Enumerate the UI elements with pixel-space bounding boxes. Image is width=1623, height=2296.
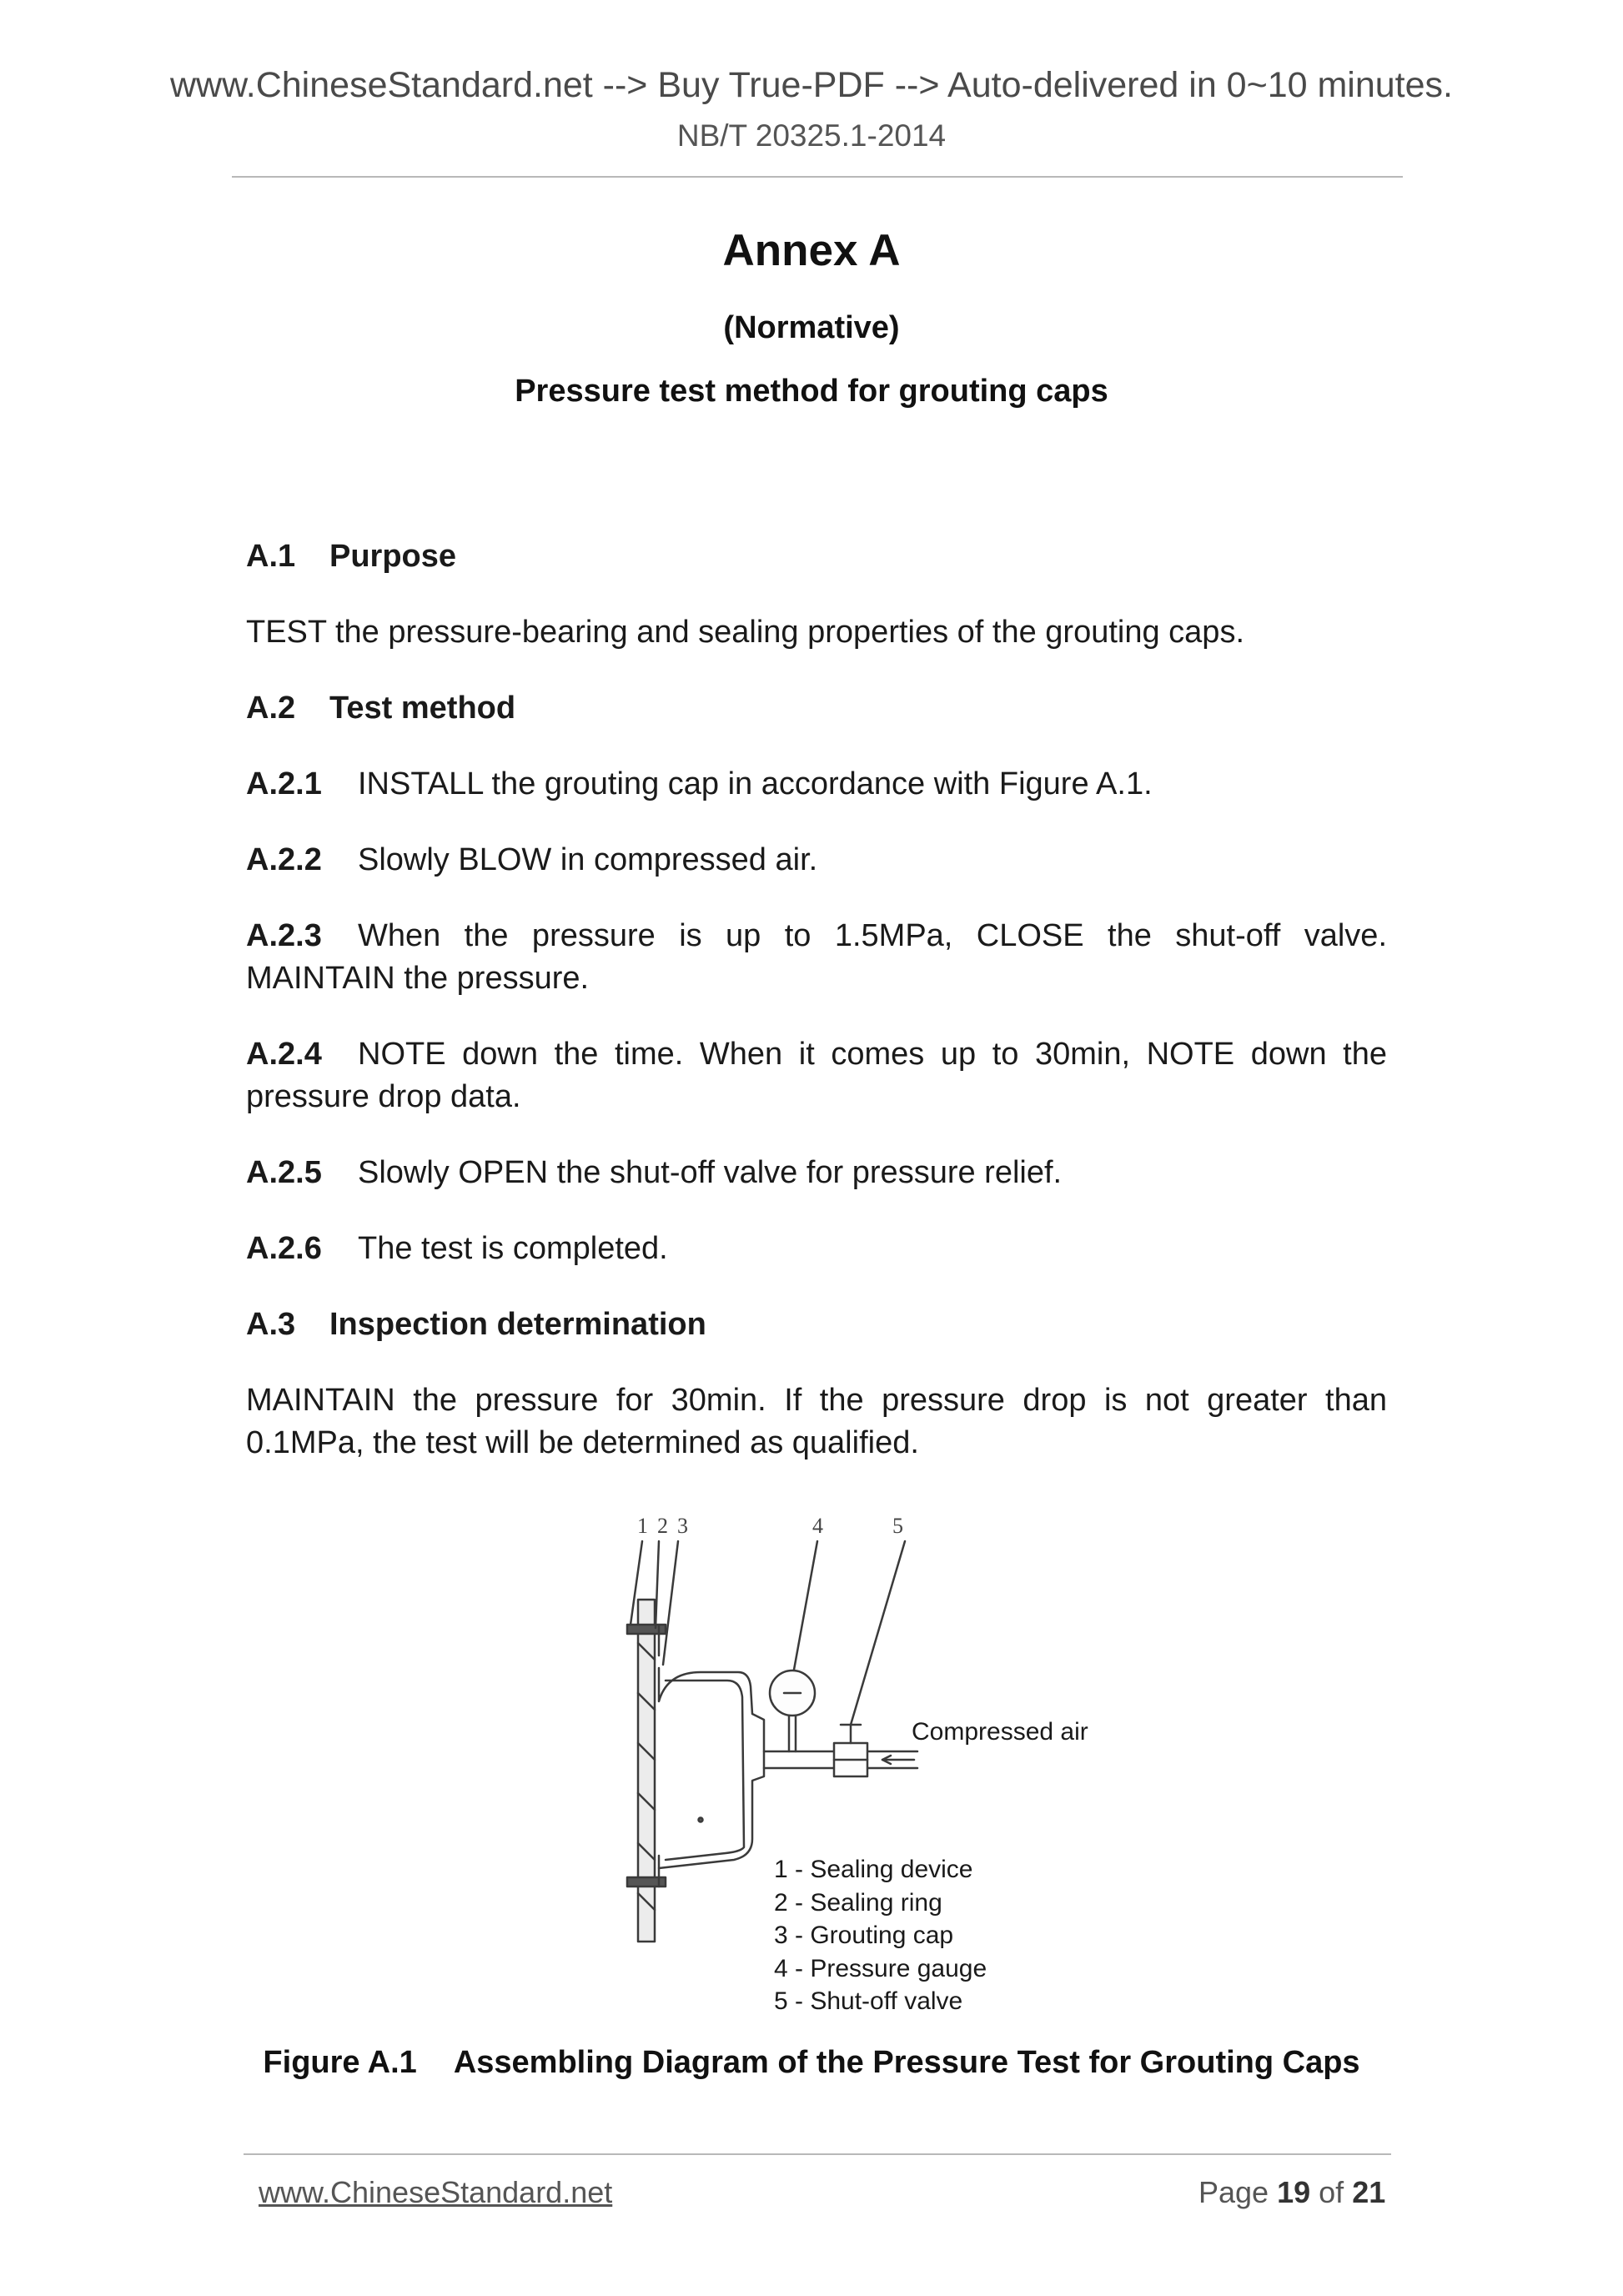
section-title: Purpose	[329, 539, 457, 574]
section-a1-text: TEST the pressure-bearing and sealing properties of the grouting caps.	[246, 615, 1244, 650]
section-number: A.2	[246, 691, 296, 726]
legend-item: 5 - Shut-off valve	[774, 1987, 963, 2015]
clause-a2-6	[246, 1228, 1387, 1270]
clause-text: NOTE down the time. When it comes up to 30min, NOTE down the pressure drop data.	[246, 1037, 1387, 1114]
clause-a2-3	[246, 915, 1387, 1000]
footer-divider	[244, 2153, 1391, 2155]
section-a3-heading	[246, 1304, 1387, 1346]
clause-a2-1	[246, 763, 1387, 806]
clause-number: A.2.1	[246, 766, 322, 801]
clause-text: Slowly OPEN the shut-off valve for pressure relief.	[358, 1155, 1063, 1190]
section-title: Inspection determination	[329, 1307, 706, 1342]
clause-number: A.2.6	[246, 1231, 322, 1266]
figure-number: Figure A.1	[263, 2045, 417, 2080]
header-banner: www.ChineseStandard.net --> Buy True-PDF --> Auto-delivered in 0~10 minutes.	[169, 65, 1453, 105]
footer-site-link[interactable]: www.ChineseStandard.net	[259, 2175, 613, 2209]
callout-4: 4	[812, 1514, 823, 1538]
clause-text: The test is completed.	[358, 1231, 668, 1266]
figure-legend	[774, 1853, 987, 2018]
figure-title: Assembling Diagram of the Pressure Test for Grouting Caps	[453, 2045, 1360, 2080]
standard-code: NB/T 20325.1-2014	[676, 118, 947, 153]
grouting-cap-inner	[666, 1681, 744, 1860]
page-current: 19	[1277, 2175, 1311, 2209]
section-a3-text: MAINTAIN the pressure for 30min. If the pressure drop is not greater than 0.1MPa, the test will be determined as qualified.	[246, 1383, 1387, 1460]
callout-1: 1	[637, 1514, 648, 1538]
clause-a2-5	[246, 1152, 1387, 1194]
callout-3: 3	[677, 1514, 688, 1538]
section-number: A.1	[246, 539, 296, 574]
legend-item: 1 - Sealing device	[774, 1856, 973, 1883]
callout-5: 5	[892, 1514, 903, 1538]
clause-number: A.2.2	[246, 842, 322, 877]
clause-number: A.2.3	[246, 918, 322, 953]
legend-item: 4 - Pressure gauge	[774, 1954, 987, 1982]
legend-item: 2 - Sealing ring	[774, 1888, 942, 1917]
annex-type: (Normative)	[723, 310, 900, 345]
annex-name: Pressure test method for grouting caps	[515, 374, 1108, 409]
section-number: A.3	[246, 1307, 296, 1342]
clause-text: When the pressure is up to 1.5MPa, CLOSE the shut-off valve. MAINTAIN the pressure.	[246, 918, 1387, 996]
clause-number: A.2.4	[246, 1037, 322, 1072]
section-a1-heading	[246, 535, 1387, 578]
clause-text: INSTALL the grouting cap in accordance with Figure A.1.	[358, 766, 1153, 801]
page-of: of	[1319, 2175, 1344, 2209]
clause-a2-2	[246, 839, 1387, 882]
compressed-air-label: Compressed air	[912, 1718, 1088, 1746]
page-total: 21	[1352, 2175, 1386, 2209]
section-a2-heading	[246, 687, 1387, 730]
annex-title: Annex A	[722, 226, 901, 275]
section-title: Test method	[329, 691, 516, 726]
grouting-cap-outline	[659, 1668, 764, 1868]
header-divider	[232, 176, 1403, 178]
page-indicator	[1198, 2175, 1385, 2210]
clause-number: A.2.5	[246, 1155, 322, 1190]
clause-a2-4	[246, 1033, 1387, 1118]
callout-2: 2	[657, 1514, 668, 1538]
legend-item: 3 - Grouting cap	[774, 1922, 954, 1949]
figure-caption	[0, 2045, 1623, 2081]
page-word: Page	[1198, 2175, 1269, 2209]
clause-text: Slowly BLOW in compressed air.	[358, 842, 818, 877]
